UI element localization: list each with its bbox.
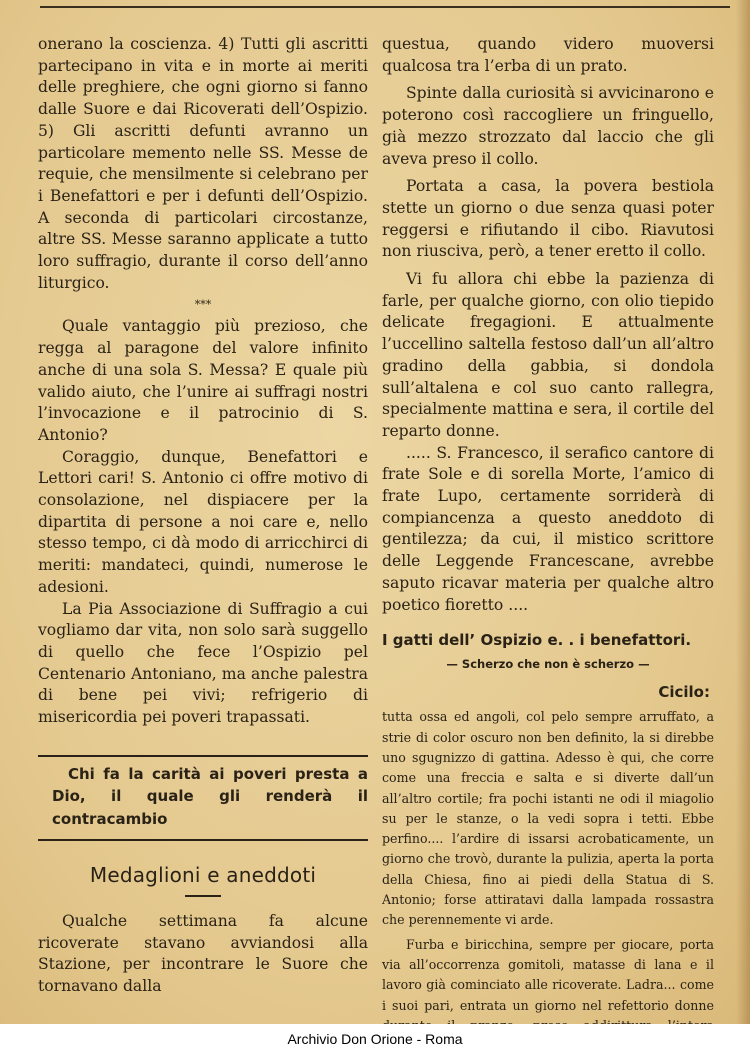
- paragraph: tutta ossa ed angoli, col pelo sempre arruffato, a strie di color oscuro non ben definito, la si direbbe uno sgugnizzo di gattina. Adesso è qui, che corre come una freccia e salta e si diverte dall’un all’altro cortile; fra pochi istanti ne odi il miagolio su per le stanze, o la vedi sopra i tetti. Ebbe perfino.... l’ardire di issarsi acrobaticamente, un giorno che trovò, durante la pulizia, aperta la porta della Chiesa, fino ai piedi della Statua di S. Antonio; forse attiratavi dalla lampada rossastra che perennemente vi arde.: [382, 709, 714, 928]
- page-edge-shadow: [736, 0, 750, 1030]
- article-subtitle: — Scherzo che non è scherzo —: [446, 656, 650, 671]
- motto: Chi fa la carità ai poveri presta a Dio, il quale gli renderà il contracambio: [52, 764, 368, 828]
- paragraph: Furba e biricchina, sempre per giocare, porta via all’occorrenza gomitoli, matasse di lana e il lavoro già cominciato alle ricoverate. Ladra... come i suoi pari, entrata un giorno nel refettorio donne: [382, 936, 714, 1013]
- article-title: I gatti dell’ Ospizio e. . i benefattori.: [382, 631, 692, 650]
- section-title: Medaglioni e aneddoti: [89, 863, 317, 888]
- paragraph: Coraggio, dunque, Benefattori e Lettori cari! S. Antonio ci offre motivo di consolazione, nel dispiacere per la dipartita di persone a noi care e, nello stesso tempo, ci dà modo di arricchirci di meriti: mandateci, quindi, numerose le adesioni.: [38, 447, 368, 596]
- paragraph: Portata a casa, la povera bestiola stette un giorno o due senza quasi poter reggersi e rifiutando il cibo. Riavutosi non riusciva, però, a tener eretto il collo.: [382, 177, 714, 261]
- top-rule: [40, 6, 730, 8]
- motto-bottom-rule: [38, 839, 368, 841]
- section-separator: ***: [194, 298, 212, 312]
- right-column: [382, 34, 714, 1056]
- paragraph: questua, quando videro muoversi qualcosa tra l’erba di un prato.: [382, 35, 714, 75]
- paragraph: Quale vantaggio più prezioso, che regga al paragone del valore infinito anche di una sola S. Messa? E quale più valido aiuto, che l’unire ai suffragi nostri l’invocazione e il patrocinio di S. Antonio?: [38, 317, 368, 444]
- paragraph: Qualche settimana fa alcune ricoverate stavano avviandosi alla Stazione, per incontrare le Suore che tornavano dalla: [38, 912, 368, 996]
- paragraph: Vi fu allora chi ebbe la pazienza di farle, per qualche giorno, con olio tiepido delicate fregagioni. E attualmente l’uccellino saltella festoso dall’un all’altro gradino della gabbia, si dondola sull’altalena e col suo canto rallegra, specialmente mattina e sera, il cortile del reparto donne.: [382, 270, 714, 440]
- archive-caption: Archivio Don Orione - Roma: [0, 1024, 750, 1061]
- paragraph: Spinte dalla curiosità si avvicinarono e poterono così raccogliere un fringuello, già mezzo strozzato dal laccio che gli aveva preso il collo.: [382, 84, 714, 168]
- title-divider: [185, 895, 221, 897]
- paragraph: La Pia Associazione di Suffragio a cui vogliamo dar vita, non solo sarà suggello di quello che fece l’Ospizio pel Centenario Antoniano, ma anche palestra di bene pei vivi; refrigerio di misericordia pei poveri trapassati.: [38, 599, 368, 727]
- left-column: [38, 34, 368, 998]
- paragraph: ..... S. Francesco, il serafico cantore di frate Sole e di sorella Morte, l’amico di frate Lupo, certamente sorriderà di compiancenza a questo aneddoto di gentilezza; da cui, il mistico scrittore delle Leggende Francescane, avrebbe saputo ricavar materia per qualche altro poetico fioretto ....: [382, 443, 714, 614]
- article-body: [382, 707, 714, 1056]
- author-signature: Cicilo:: [658, 682, 710, 701]
- paragraph: onerano la coscienza. 4) Tutti gli ascritti partecipano in vita e in morte ai meriti delle preghiere, che ogni giorno si fanno dalle Suore e dai Ricoverati dell’Ospizio. 5) Gli ascritti defunti avranno un particolare memento nelle SS. Messe de requie, che mensilmente si celebrano per i Benefattori e per i defunti dell’Ospizio. A seconda di particolari circostanze, altre SS. Messe saranno applicate a tutto loro suffragio, durante il corso dell’anno liturgico.: [38, 35, 368, 292]
